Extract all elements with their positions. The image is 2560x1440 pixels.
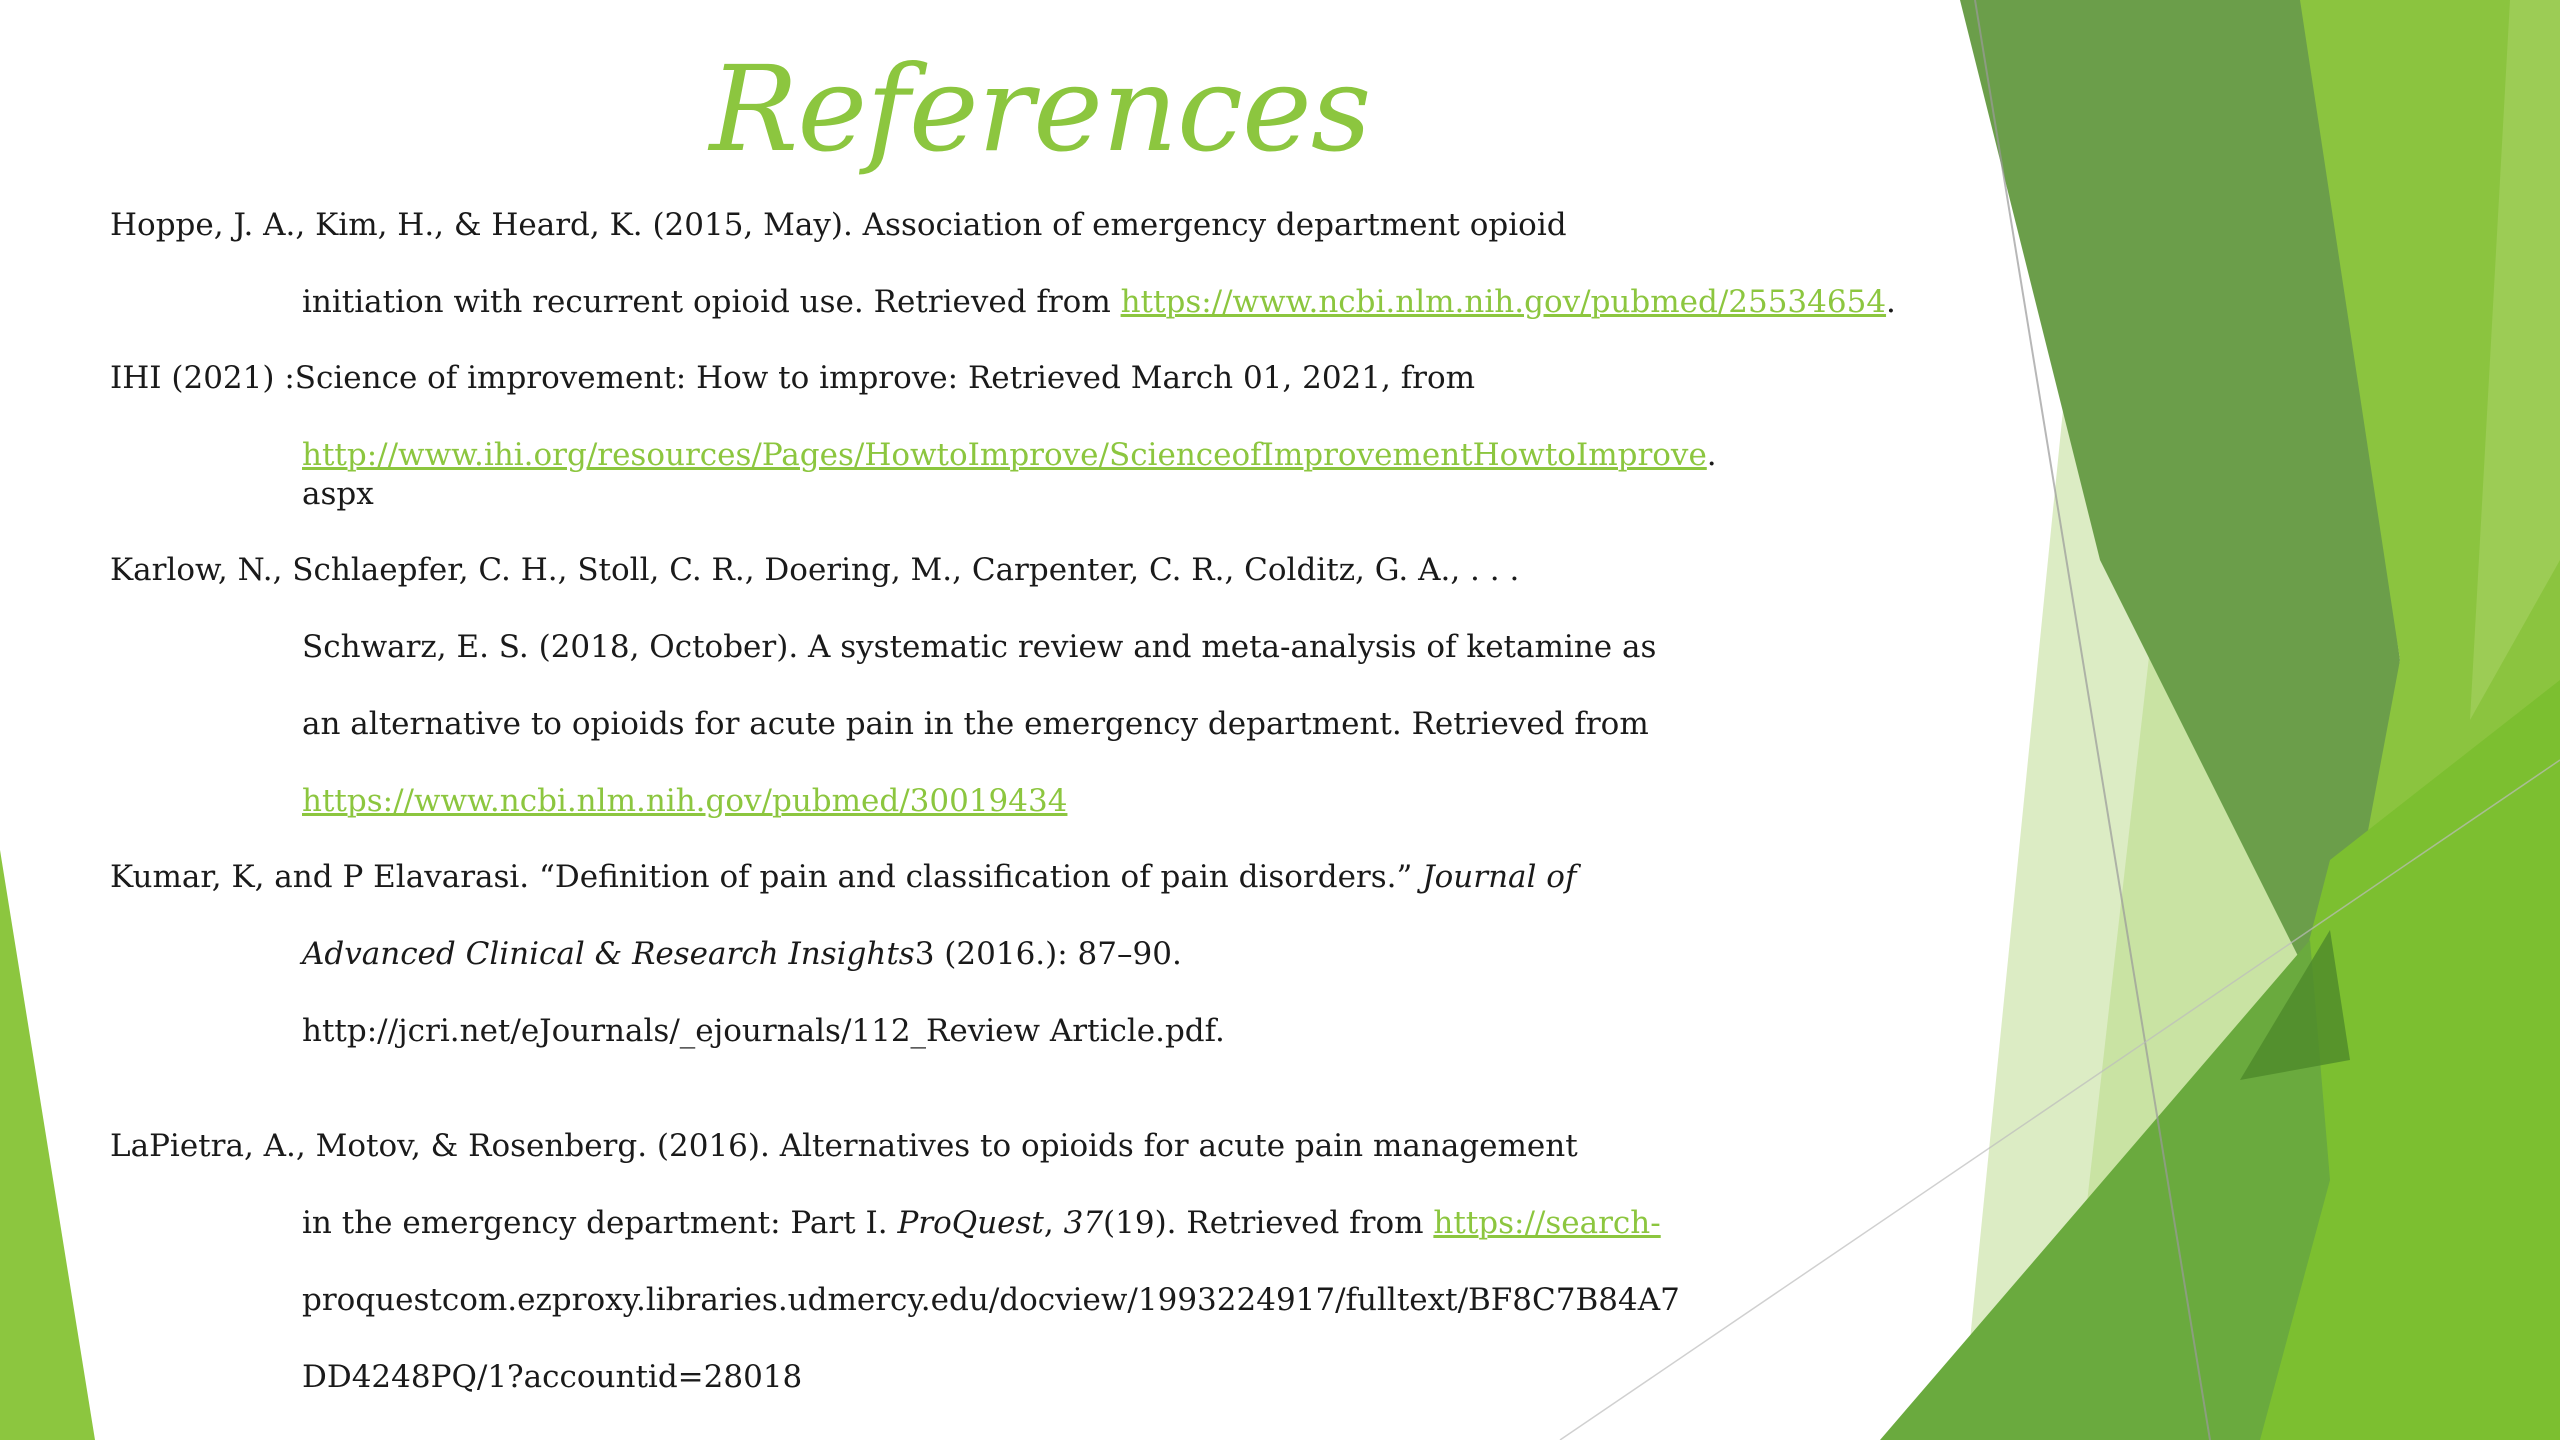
ref5-line4: DD4248PQ/1?accountid=28018 [302, 1359, 803, 1395]
ref5-line3: proquestcom.ezproxy.libraries.udmercy.edu/docview/1993224917/fulltext/BF8C7B84A7 [302, 1282, 1680, 1318]
ref2-line3: aspx [302, 476, 374, 512]
ref4-text: Kumar, K, and P Elavarasi. “Definition of pain and classification of pain disorders.” [110, 859, 1423, 895]
ref4-line2 [302, 934, 1182, 974]
ref5-text: in the emergency department: Part I. [302, 1205, 898, 1241]
ref4-line3: http://jcri.net/eJournals/_ejournals/112_Review Article.pdf. [302, 1013, 1225, 1049]
ref4-line1 [110, 857, 1576, 897]
ref3-line1: Karlow, N., Schlaepfer, C. H., Stoll, C. R., Doering, M., Carpenter, C. R., Colditz, G. A., . . . [110, 552, 1520, 588]
ref5-line1: LaPietra, A., Motov, & Rosenberg. (2016). Alternatives to opioids for acute pain management [110, 1128, 1578, 1164]
ref3-line2: Schwarz, E. S. (2018, October). A systematic review and meta-analysis of ketamine as [302, 629, 1657, 665]
ref5-text2: (19). Retrieved from [1103, 1205, 1434, 1241]
ref4-journal-b: Advanced Clinical & Research Insights [302, 936, 915, 972]
ref1-link[interactable]: https://www.ncbi.nlm.nih.gov/pubmed/25534654 [1120, 284, 1887, 320]
ref1-line2 [302, 282, 1896, 322]
ref1-line1: Hoppe, J. A., Kim, H., & Heard, K. (2015, May). Association of emergency department opioid [110, 207, 1567, 243]
ref2-line2 [302, 435, 1717, 475]
ref1-tail: . [1886, 284, 1896, 320]
ref2-tail: . [1706, 437, 1717, 473]
ref3-line4 [302, 781, 1067, 821]
ref5-line2 [302, 1203, 1661, 1243]
ref3-line3: an alternative to opioids for acute pain in the emergency department. Retrieved from [302, 706, 1649, 742]
ref5-link[interactable]: https://search- [1433, 1205, 1661, 1241]
ref3-link[interactable]: https://www.ncbi.nlm.nih.gov/pubmed/30019434 [302, 783, 1068, 819]
ref5-source: ProQuest [897, 1205, 1044, 1241]
ref4-volume: 3 (2016.): 87–90. [914, 936, 1182, 972]
ref1-text: initiation with recurrent opioid use. Retrieved from [302, 284, 1121, 320]
ref2-line1: IHI (2021) :Science of improvement: How to improve: Retrieved March 01, 2021, from [110, 360, 1476, 396]
left-green-wedge [0, 850, 95, 1440]
slide-title: References [709, 40, 1371, 178]
ref5-volume: 37 [1063, 1205, 1104, 1241]
ref4-journal-a: Journal of [1422, 859, 1577, 895]
ref5-sep: , [1043, 1205, 1064, 1241]
ref2-link[interactable]: http://www.ihi.org/resources/Pages/HowtoImprove/ScienceofImprovementHowtoImprove [302, 437, 1707, 473]
